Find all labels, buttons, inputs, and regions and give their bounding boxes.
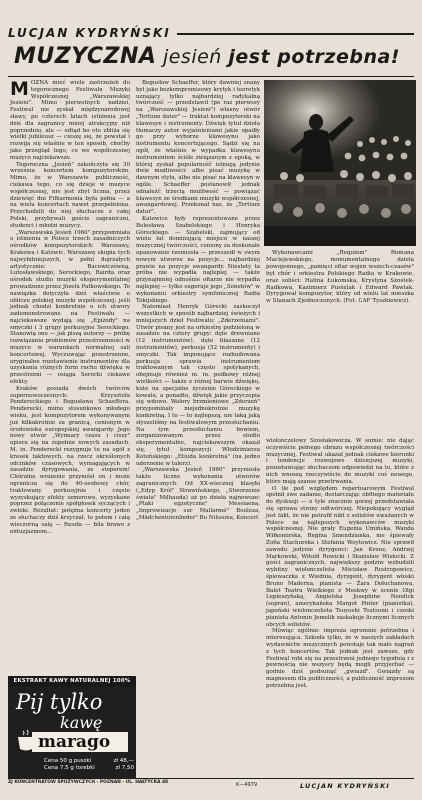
paragraph: Mówiąc ogólnie: impreza ogromnie potrzebna i interesująca. Szkoda tylko, że w naszych zakładach wydawnictw muzycznych powstaje tak mało nagrań z tych koncertów. Tak jednak jest zawsze, gdy Festiwal robi się na przestrzeni jednego tygodnia i z pewnością nie wszyscy będą mogli przyjechać — godnie dziś podsunąć „gwiazd". Gwiazdy są magnesem dla publiczności, a publiczność imprezom potrzebna jest. bbox=[266, 628, 414, 689]
page-code: K—4979 bbox=[236, 782, 258, 788]
paragraph: „Warszawska Jesień 1960" przyniosła także liczne wykonania utworów zagranicznych. Od XX-wiecznej klasyki („Edyp Król" Strawińskiego, „Stworzenie świata" Milhauda) aż po dzieła najnowsze: „Ptaki egzotyczne" Messiaena, „Improwizacje sur Mallarmé" Bouleza, „Mädchentotenlieder" Bo Nilssona, Koncert bbox=[136, 467, 260, 521]
price-row bbox=[44, 758, 134, 765]
paragraph: „Warszawska Jesień 1960" przypomniała o istnieniu w Polsce trzech zasadniczych ośrodków kompozytorskich: Warszawy, Krakowa i Katowic. Warszawę skupia tych najwybitniejszych, w pełni dojrzałych artystycznie: Bacewiczówną, Lutosławskiego, Serockiego, Bairda oraz ośrodek studio muzyki eksperymentalnej prowadzone przez Józefa Patkowskiego. To nawiązka dotyczyła dziś właściwie o obliczu polskiej muzyki współczesnej; jeśli jednak chodzi konkretnie o ich utwory zademonstrowane na Festiwalu — najciekawsze wydają się „Epizody" na smyczki i 3 grupy perkusyjne Serockiego. Stanowią one — jak piszą autorzy — próbę rozwiązania problemów przestrzenności w muzyce w warunkach normalnej sali koncertowej. Wyczuwając przestrzenne, oryginalne rozstawienie instrumentów dla uzyskania różnych form ruchu dźwięku w przestrzeni — osiąga Serocki ciekawe efekty. bbox=[10, 229, 130, 386]
author-name: LUCJAN KYDRYŃSKI bbox=[8, 26, 171, 40]
photo-caption bbox=[266, 250, 414, 320]
bottom-rule bbox=[8, 778, 414, 779]
paragraph: Kraków posiada dwóch twórców supernowoczesnych: Krzysztofa Pendereckiego i Bogusława Schaeffera. Penderecki, mimo stosunkowo młodego wieku, jest kompozytorem wykonywanym już kilkakrotnie za granicą, cenionym w środowisku europejskiej awangardy. Jego nowy utwór „Wymiary czasu i ciszy" opiera się na zupełnie nowych zasadach. M. in. Penderecki rezygnuje tu na ogół z kresek taktowych, na rzecz określonych odcinków czasowych, wymagających w zasadzie dyrygowania, ze stoperem! Chóralne wrażenie przyniósł on i może ogranicza się do 40-osobowy chór, traktowany perkusyjnie i często wyzyskujący efekty szmerowe, wyzyskane poprzez połączenie spółgłosek syczących i zwłoki. Rezultat: potężna koncerty jeden ze słuchaczy dziś krzyczał, to potem i całą wieczorną salę — Reszła — bila brawo z entuzjazmem... bbox=[10, 385, 130, 535]
paragraph: Tegoroczna „Jesień" zakończyła się 30 września koncertem kompozytorskim. Mimo, że w Warszawie publiczność, ciekawa tego, co się dzieje w muzyce współczesnej, nie jest zbyt liczna, przez dziewięć dni Filharmonia była pełna — a na wielu koncertach nawet przepełniona. Przychodzili do niej słuchacze z całej Polski, przybywali goście zagraniczni, studenci i młodzi muzycy. bbox=[10, 161, 130, 229]
price-label: Cena 7,5 g torebki bbox=[44, 765, 95, 771]
author-line bbox=[8, 26, 414, 40]
headline bbox=[14, 44, 414, 69]
headline-part-1: MUZYCZNA bbox=[14, 44, 157, 69]
ad-banner-strip: EKSTRAKT KAWY NATURALNEJ 100% bbox=[8, 676, 136, 687]
headline-rule bbox=[8, 76, 414, 77]
article-column-3 bbox=[266, 438, 414, 776]
article-column-2 bbox=[136, 80, 260, 792]
ad-manufacturer: ZJ KONCENTRATÓW SPOŻYWCZYCH - POZNAŃ - UL. HAŁTYCKA 48 bbox=[8, 778, 136, 788]
ad-slogan-line-2: kawę bbox=[60, 713, 103, 732]
headline-part-2: jesień bbox=[162, 46, 222, 68]
price-row bbox=[44, 765, 134, 772]
drop-cap: M bbox=[10, 78, 29, 100]
ad-brand-name: marago bbox=[32, 732, 128, 752]
paragraph: Natomiast Henryk Górecki zaskoczył wszystkich w sposób najbardziej świeżych i mniejszych dzieł Festiwalu: „Zderzeniami". Utwór pisany jest na orkiestrę podzieloną w zasadzie na cztery grupy: dęte drewniane (12 instrumentów), dęte blaszane (12 instrumentów), perkusja (52 instrumenty) i smyczki. Tak imponujące rozbudowana perkusja sprawia instrumentom traktowanym tak często spotykanych, obejmuje również m. in. podkowy różnej wielkości — także z różnej barwie dźwięku, kute na specjalne życzenie Góreckiego w kowalu, a ponadto, dźwięk jakie przyczepia się wdowo. Walory brzmieniowe „Zderzeń" przypominały niejednokrotnie muzykę konkretną. I to — to najlepszą, nie taką jaką słyszeliśmy na festiwalowym przesłuchaniu. Na tym przesłuchaniu bowiem, zorganizowanym przez studio eksperymentalne, najciekawszym okazał się, tytuł kompozycji Włodzimierza Kotońskiego: „Etiuda konkretna" (na jedno uderzenie w talerz). bbox=[136, 304, 260, 467]
paragraph: wiolonczelowy Szostakowicza. W sumie: nie dając oczywiście pełnego obrazu współczesnej twórczości muzycznej, Festiwal ukazał jednak ciekawe kierunki i tendencje rozwojowe dzisiejszej muzyki, pozostawiając słuchaczom odpowiedzi na to, które z nich wnoszą rzeczywiście do muzyki coś nowego, które mają szanse przetrwania. bbox=[266, 438, 414, 485]
author-signature: LUCJAN KYDRYŃSKI bbox=[300, 782, 391, 790]
concert-photo bbox=[264, 80, 416, 246]
price-value: zł 7,50 bbox=[115, 765, 134, 771]
paragraph: Bogusław Schaeffer, który dawniej znany był jako bezkompromisowy krytyk i teoretyk uznający tylko najbardziej radykalną twórczość — przedstawił (po raz pierwszy na „Warszawskiej Jesieni") własny utwór „Tertium datur" — traktat kompozytorski na klawesyn i instrumenty. Dźwięk tytuł dzieła tłumaczy autor wyjaśnieniami jakie opadły go przy wyborze klawesynu jako instrumentu koncertującego. Sądzi się na ogół, że właśnie w wypadku klawesynu instrumentem ściśle związanym z epoką, w której zyskał popularność istnieją jedynie dwie możliwości: albo pisać muzykę w dawnym stylu, albo nie pisać na klawesyn w ogóle. Schaeffer postanowił jednak odnaleźć trzecią możliwość — powiązać klawesyn ze środkami muzyki współczesnej, awangardowej. Przekonał nas, że „Tertium datur". bbox=[136, 80, 260, 216]
ad-slogan-line-1: Pij tylko bbox=[16, 690, 103, 714]
paragraph: O ile pod względem repertuarowym Festiwal spełnił swe zadanie, dostarczając obfitego materiału do dyskusji — o tyle znacznie gorzej przedstawiała się sprawa strony odtwórczej. Niepokojący wygląd jest fakt, że nie potrafił nikt z solistów uważanych w Polsce za najlepszych wykonawców muzyki współczesnej. Nie grały Eugenia Umińska, Wanda Wiłkomirska, Regina Smendzianka, nie śpiewały Zofia Stachurska i Stefania Woytowicz. Nie sprawił zawodu jedynie dyrygenci: Jan Krenz, Andrzej Markowski, Witold Rowicki i Stanisław Wisłocki. Z gości zagranicznych, największy podziw wzbudzili wybitny wiolonczelista Mścisław Rostropowicz, śpiewaczka z Wiednia, dyrygent, dyrygent włoski Bruno Maderna, pianista — Żara Dołuchanowa, Balet Teatru Wielkiego z Moskwy w scenie Olgi Lepieszyńską, Angielska Josephine Nendick (sopran), amerykańska Margot Pinter (pianistka), japoński wiolonczelista Tsuyoshi Tsutsumi i czeski pianista Antonín Jemelík zaskakuje licznymi licznych obcych solistów. bbox=[266, 485, 414, 628]
price-value: zł 48,— bbox=[113, 758, 134, 764]
coffee-advertisement bbox=[8, 676, 169, 788]
paragraph: OŻNA mieć wiele zastrzeżeń do tegorocznego Festiwalu Muzyki Współczesnej „Warszawskiej Jesieni". Mimo pierwotnych nadziei, Festiwal nie zyskał międzynarodowej sławy, po czterech latach istnienia jest dziś dla zagranicy mniej atrakcyjny niż poprzednio, ale — odtąd bo oto zbliża się wielki jubileusz — cieszę się, że powstał i rozwija się właśnie w ten sposób, choćby jako przegląd tego, co we współczesnej muzyce najciekawsze. bbox=[10, 80, 130, 161]
headline-part-3: jest potrzebna! bbox=[228, 46, 400, 68]
caption-text: Wykonawcami „Requiem" Romana Maciejewskiego, monumentalnego dzieła powojennego, „pamięci ofiar wojen wszech-czasów" był chór i orkiestra Polskiego Radia w Krakowie, oraz soliści: Halina Łukomska, Krystyna Szostek-Radkowa, Kazimierz Pustelak i Edward Pawlak. Dyrygował kompozytor, który od wielu lat mieszka w Stanach Zjednoczonych. (Fot. CAF Tyszkiewicz). bbox=[266, 250, 414, 305]
paragraph: Katowice były reprezentowane przez Bolesława Szabelskiego i Henryka Góreckiego. — Szabelski, zajmujący od wielu lat dominującą miejsce w naszej muzycznej twórczości, ceniony za doskonałe opanowanie rzemiosła — przeszedł w swym nowym utworze na pozycje... najbardziej prawie na pozycje awangardy. Niestety ta próba nie wypadła najlepiej — także przynajmniej odnośnie ołtarze nie wypadła najlepiej — tylko sugeruje jego „Sonetów" w wykonaniu orkiestry symfonicznej Radia Tokijskiego. bbox=[136, 215, 260, 304]
ad-prices bbox=[44, 758, 134, 774]
author-rule bbox=[177, 33, 414, 35]
concert-photo-image bbox=[264, 80, 416, 246]
article-column-1 bbox=[10, 80, 130, 672]
price-label: Cena 50 g puszki bbox=[44, 758, 92, 764]
